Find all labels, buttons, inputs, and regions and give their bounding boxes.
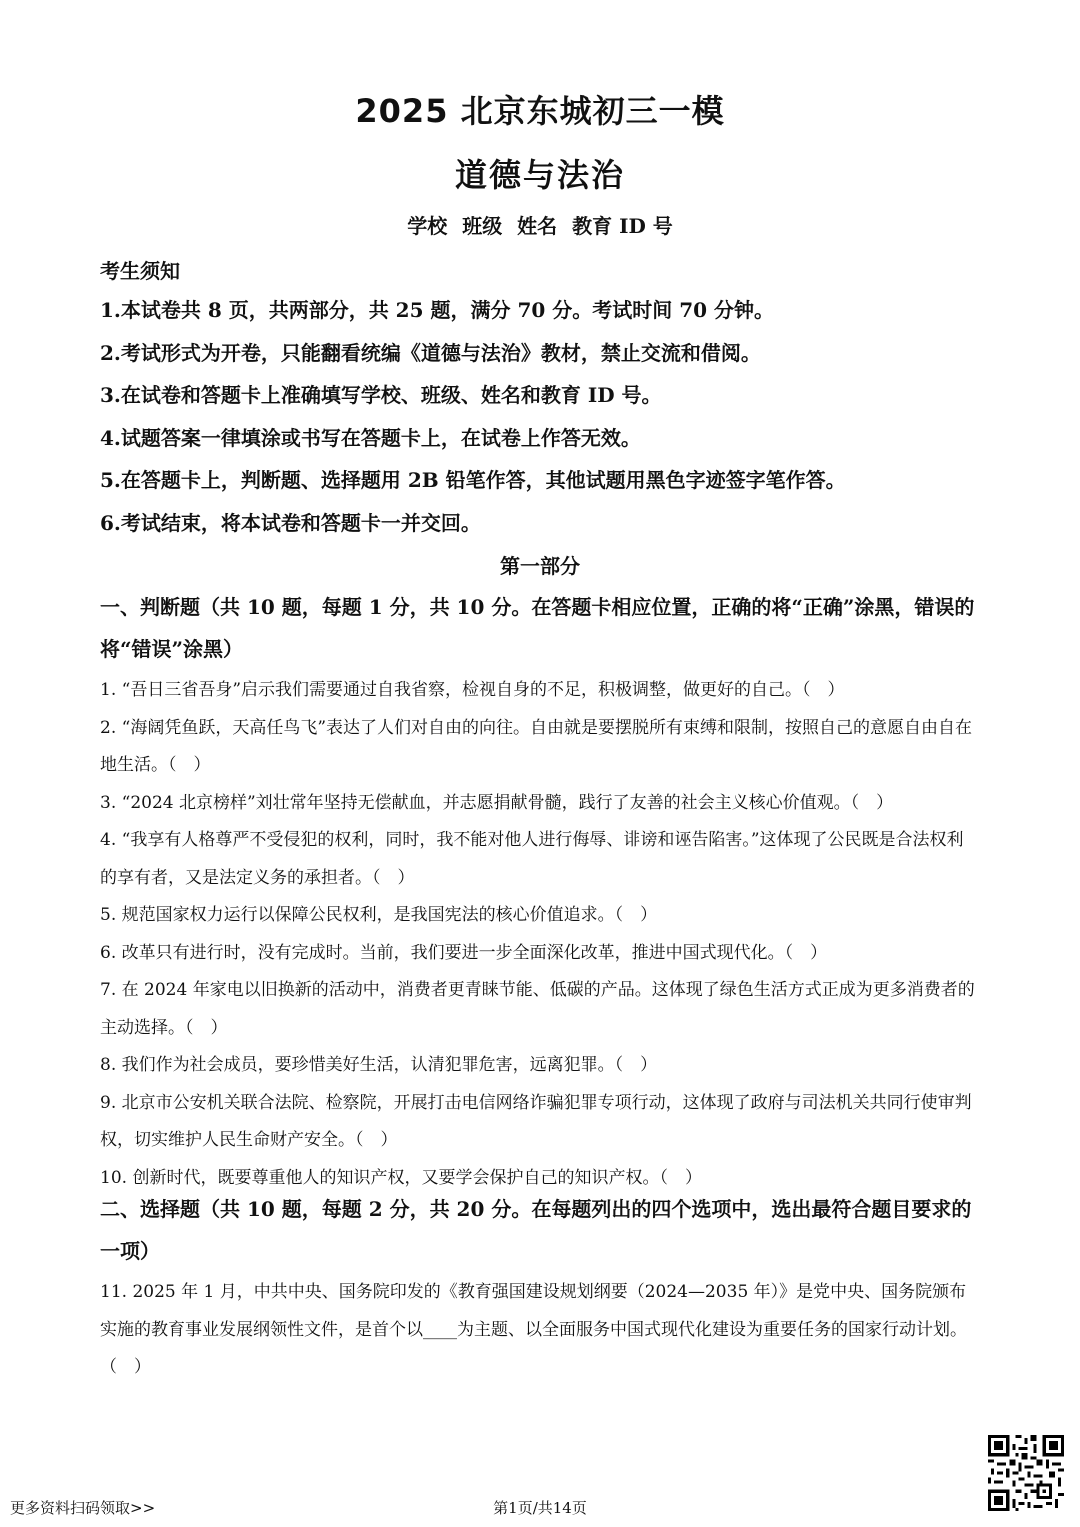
question-item: 1. “吾日三省吾身”启示我们需要通过自我省察，检视自身的不足，积极调整，做更好的自己。（ ） [100, 680, 845, 700]
notice-item: 3.在试卷和答题卡上准确填写学校、班级、姓名和教育 ID 号。 [100, 383, 662, 407]
student-fields [0, 210, 1080, 239]
page-number: 第1页/共14页 [493, 1499, 587, 1517]
field-education-id: 教育 ID 号 [572, 214, 673, 238]
question-item: 3. “2024 北京榜样”刘壮常年坚持无偿献血，并志愿捐献骨髓，践行了友善的社会主义核心价值观。（ ） [100, 792, 894, 813]
question-list-true-false [100, 672, 980, 1197]
field-class: 班级 [462, 214, 503, 238]
notice-item: 5.在答题卡上，判断题、选择题用 2B 铅笔作答，其他试题用黑色字迹签字笔作答。 [100, 468, 846, 492]
question-item: 9. 北京市公安机关联合法院、检察院，开展打击电信网络诈骗犯罪专项行动，这体现了政府与司法机关共同行使审判权，切实维护人民生命财产安全。（ ） [100, 1092, 972, 1150]
question-item: 7. 在 2024 年家电以旧换新的活动中，消费者更青睐节能、低碳的产品。这体现了绿色生活方式正成为更多消费者的主动选择。（ ） [100, 980, 975, 1038]
question-item: 6. 改革只有进行时，没有完成时。当前，我们要进一步全面深化改革，推进中国式现代化。（ ） [100, 942, 828, 963]
section-heading-multiple-choice: 二、选择题（共 10 题，每题 2 分，共 20 分。在每题列出的四个选项中，选出最符合题目要求的一项） [100, 1197, 972, 1263]
question-item: 10. 创新时代，既要尊重他人的知识产权，又要学会保护自己的知识产权。（ ） [100, 1167, 702, 1188]
notice-list [100, 296, 980, 551]
notice-item: 2.考试形式为开卷，只能翻看统编《道德与法治》教材，禁止交流和借阅。 [100, 340, 761, 365]
notice-heading: 考生须知 [100, 259, 180, 283]
exam-title: 2025 北京东城初三一模 [355, 92, 725, 130]
subject-title: 道德与法治 [454, 156, 625, 194]
question-item: 2. “海阔凭鱼跃，天高任鸟飞”表达了人们对自由的向往。自由就是要摆脱所有束缚和限制，按照自己的意愿自由自在地生活。（ ） [100, 717, 973, 775]
question-item: 4. “我享有人格尊严不受侵犯的权利，同时，我不能对他人进行侮辱、诽谤和诬告陷害。”这体现了公民既是合法权利的享有者，又是法定义务的承担者。（ ） [100, 830, 964, 888]
section-heading-true-false: 一、判断题（共 10 题，每题 1 分，共 10 分。在答题卡相应位置，正确的将“正确”涂黑，错误的将“错误”涂黑） [100, 595, 975, 661]
question-item: 5. 规范国家权力运行以保障公民权利，是我国宪法的核心价值追求。（ ） [100, 905, 658, 925]
question-item: 8. 我们作为社会成员，要珍惜美好生活，认清犯罪危害，远离犯罪。（ ） [100, 1055, 658, 1075]
notice-item: 6.考试结束，将本试卷和答题卡一并交回。 [100, 510, 481, 535]
notice-item: 1.本试卷共 8 页，共两部分，共 25 题，满分 70 分。考试时间 70 分钟。 [100, 298, 774, 322]
question-list-multiple-choice [100, 1274, 980, 1387]
question-item: 11. 2025 年 1 月，中共中央、国务院印发的《教育强国建设规划纲要（2024—2035 年）》是党中央、国务院颁布实施的教育事业发展纲领性文件，是首个以____为主题、以全面服务中国式现代化建设为重要任务的国家行动计划。（ ） [100, 1282, 967, 1377]
footer-promo-link[interactable]: 更多资料扫码领取>> [10, 1499, 156, 1517]
field-name: 姓名 [517, 214, 558, 238]
field-school: 学校 [407, 214, 448, 238]
part-title: 第一部分 [500, 554, 580, 578]
notice-item: 4.试题答案一律填涂或书写在答题卡上，在试卷上作答无效。 [100, 425, 641, 450]
